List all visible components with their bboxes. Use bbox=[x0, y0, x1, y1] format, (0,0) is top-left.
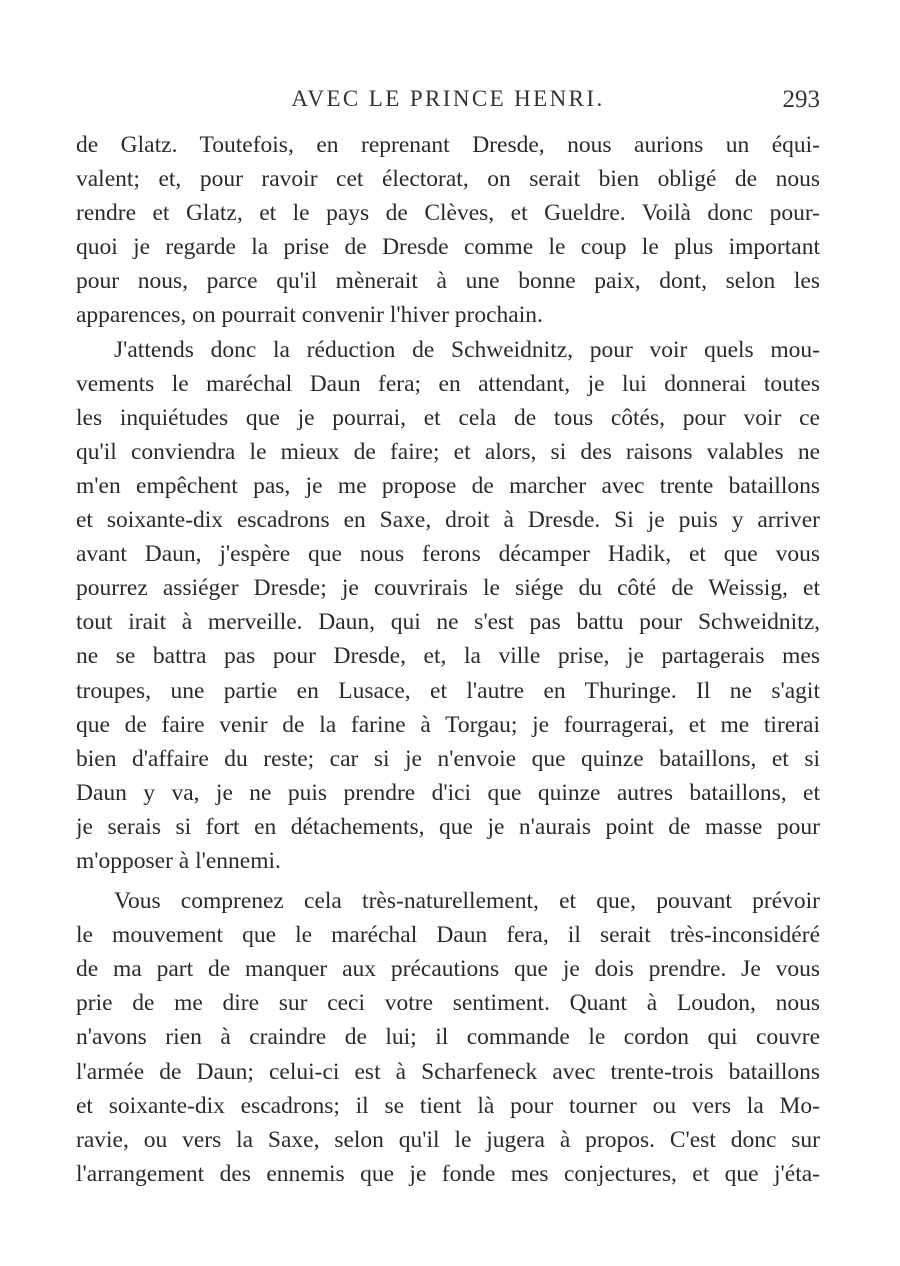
body-text bbox=[76, 128, 820, 1191]
text-line: et soixante-dix escadrons; il se tient là pour tourner ou vers la Mo- bbox=[76, 1092, 820, 1119]
running-head bbox=[76, 86, 820, 116]
text-line: le mouvement que le maréchal Daun fera, il serait très-inconsidéré bbox=[76, 922, 820, 949]
text-line: tout irait à merveille. Daun, qui ne s'est pas battu pour Schweidnitz, bbox=[76, 609, 820, 636]
text-line: Daun y va, je ne puis prendre d'ici que quinze autres bataillons, et bbox=[76, 779, 820, 806]
text-line: Vous comprenez cela très-naturellement, et que, pouvant prévoir bbox=[114, 888, 820, 915]
text-line: quoi je regarde la prise de Dresde comme le coup le plus important bbox=[76, 234, 820, 261]
text-line: m'opposer à l'ennemi. bbox=[76, 847, 281, 874]
text-line: prie de me dire sur ceci votre sentiment. Quant à Loudon, nous bbox=[76, 990, 820, 1017]
text-line: l'armée de Daun; celui-ci est à Scharfeneck avec trente-trois bataillons bbox=[76, 1058, 820, 1085]
text-line: pourrez assiéger Dresde; je couvrirais le siége du côté de Weissig, et bbox=[76, 575, 820, 602]
text-line: de ma part de manquer aux précautions que je dois prendre. Je vous bbox=[76, 956, 820, 983]
text-line: je serais si fort en détachements, que je n'aurais point de masse pour bbox=[76, 813, 820, 840]
text-line: et soixante-dix escadrons en Saxe, droit à Dresde. Si je puis y arriver bbox=[76, 507, 820, 534]
text-line: apparences, on pourrait convenir l'hiver prochain. bbox=[76, 302, 543, 329]
page-number: 293 bbox=[782, 86, 820, 113]
text-line: rendre et Glatz, et le pays de Clèves, et Gueldre. Voilà donc pour- bbox=[76, 200, 820, 227]
text-line: J'attends donc la réduction de Schweidnitz, pour voir quels mou- bbox=[114, 336, 820, 363]
text-line: ne se battra pas pour Dresde, et, la ville prise, je partagerais mes bbox=[76, 643, 820, 670]
running-title: AVEC LE PRINCE HENRI. bbox=[291, 86, 605, 111]
text-line: de Glatz. Toutefois, en reprenant Dresde, nous aurions un équi- bbox=[76, 132, 820, 158]
text-line: les inquiétudes que je pourrai, et cela de tous côtés, pour voir ce bbox=[76, 404, 820, 431]
text-line: m'en empêchent pas, je me propose de marcher avec trente bataillons bbox=[76, 472, 820, 499]
text-line: vements le maréchal Daun fera; en attendant, je lui donnerai toutes bbox=[76, 370, 820, 397]
text-line: avant Daun, j'espère que nous ferons décamper Hadik, et que vous bbox=[76, 541, 820, 568]
text-line: troupes, une partie en Lusace, et l'autre en Thuringe. Il ne s'agit bbox=[76, 677, 820, 704]
text-line: bien d'affaire du reste; car si je n'envoie que quinze bataillons, et si bbox=[76, 745, 820, 772]
text-line: ravie, ou vers la Saxe, selon qu'il le jugera à propos. C'est donc sur bbox=[76, 1126, 820, 1153]
text-line: l'arrangement des ennemis que je fonde mes conjectures, et que j'éta- bbox=[76, 1160, 820, 1187]
text-line: n'avons rien à craindre de lui; il commande le cordon qui couvre bbox=[76, 1024, 820, 1051]
text-line: valent; et, pour ravoir cet électorat, on serait bien obligé de nous bbox=[76, 166, 820, 193]
text-line: pour nous, parce qu'il mènerait à une bonne paix, dont, selon les bbox=[76, 268, 820, 295]
text-line: qu'il conviendra le mieux de faire; et alors, si des raisons valables ne bbox=[76, 438, 820, 465]
text-line: que de faire venir de la farine à Torgau; je fourragerai, et me tirerai bbox=[76, 711, 820, 738]
